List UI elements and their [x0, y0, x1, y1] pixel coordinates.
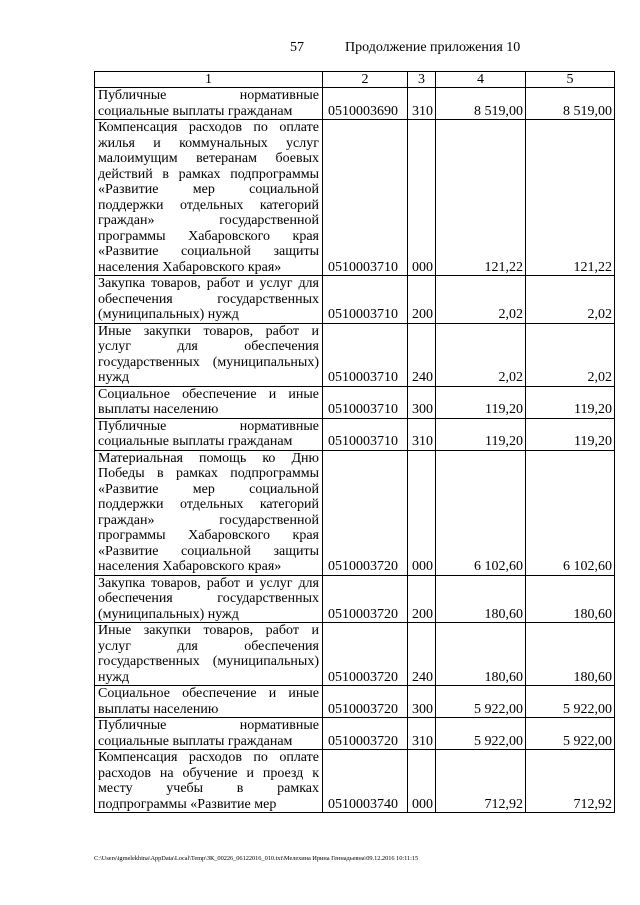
- target-code: 0510003720: [323, 718, 408, 750]
- amount-col4: 8 519,00: [436, 88, 526, 120]
- header-row: [95, 72, 615, 88]
- amount-col4: 119,20: [436, 418, 526, 450]
- budget-table: [94, 71, 615, 813]
- row-name: Компенсация расходов по оплате жилья и коммунальных услуг малоимущим ветеранам боевых действий в рамках подпрограммы «Развитие мер социальной поддержки отдельных категорий граждан» государственной программы Хабаровского края «Развитие социальной защиты населения Хабаровского края»: [95, 120, 323, 276]
- column-header: 4: [436, 72, 526, 88]
- row-name: Публичные нормативные социальные выплаты гражданам: [95, 88, 323, 120]
- appendix-title: Продолжение приложения 10: [345, 40, 521, 55]
- column-header: 3: [408, 72, 436, 88]
- amount-col5: 121,22: [526, 120, 615, 276]
- row-name: Иные закупки товаров, работ и услуг для обеспечения государственных (муниципальных) нужд: [95, 323, 323, 386]
- amount-col5: 6 102,60: [526, 450, 615, 575]
- table-row: [95, 276, 615, 324]
- table-row: [95, 418, 615, 450]
- table-row: [95, 323, 615, 386]
- amount-col5: 712,92: [526, 750, 615, 813]
- target-code: 0510003720: [323, 575, 408, 623]
- amount-col5: 5 922,00: [526, 686, 615, 718]
- amount-col5: 119,20: [526, 418, 615, 450]
- column-header: 5: [526, 72, 615, 88]
- expense-type: 000: [408, 750, 436, 813]
- expense-type: 240: [408, 323, 436, 386]
- amount-col4: 5 922,00: [436, 718, 526, 750]
- column-header: 1: [95, 72, 323, 88]
- expense-type: 000: [408, 120, 436, 276]
- target-code: 0510003710: [323, 276, 408, 324]
- amount-col4: 180,60: [436, 575, 526, 623]
- expense-type: 000: [408, 450, 436, 575]
- row-name: Иные закупки товаров, работ и услуг для обеспечения государственных (муниципальных) нужд: [95, 623, 323, 686]
- table-row: [95, 623, 615, 686]
- table-row: [95, 718, 615, 750]
- amount-col5: 8 519,00: [526, 88, 615, 120]
- expense-type: 310: [408, 88, 436, 120]
- amount-col4: 5 922,00: [436, 686, 526, 718]
- table-row: [95, 575, 615, 623]
- row-name: Закупка товаров, работ и услуг для обеспечения государственных (муниципальных) нужд: [95, 276, 323, 324]
- column-header: 2: [323, 72, 408, 88]
- row-name: Закупка товаров, работ и услуг для обеспечения государственных (муниципальных) нужд: [95, 575, 323, 623]
- row-name: Публичные нормативные социальные выплаты гражданам: [95, 718, 323, 750]
- amount-col5: 2,02: [526, 323, 615, 386]
- target-code: 0510003710: [323, 386, 408, 418]
- amount-col5: 119,20: [526, 386, 615, 418]
- expense-type: 300: [408, 686, 436, 718]
- target-code: 0510003710: [323, 323, 408, 386]
- row-name: Социальное обеспечение и иные выплаты населению: [95, 686, 323, 718]
- table-row: [95, 450, 615, 575]
- table-row: [95, 386, 615, 418]
- amount-col4: 2,02: [436, 276, 526, 324]
- amount-col5: 5 922,00: [526, 718, 615, 750]
- target-code: 0510003740: [323, 750, 408, 813]
- amount-col4: 2,02: [436, 323, 526, 386]
- amount-col4: 121,22: [436, 120, 526, 276]
- target-code: 0510003720: [323, 686, 408, 718]
- expense-type: 240: [408, 623, 436, 686]
- page-number: 57: [290, 40, 304, 55]
- table-row: [95, 120, 615, 276]
- target-code: 0510003710: [323, 120, 408, 276]
- target-code: 0510003720: [323, 623, 408, 686]
- table-row: [95, 686, 615, 718]
- expense-type: 300: [408, 386, 436, 418]
- target-code: 0510003710: [323, 418, 408, 450]
- target-code: 0510003720: [323, 450, 408, 575]
- amount-col4: 6 102,60: [436, 450, 526, 575]
- table-row: [95, 88, 615, 120]
- expense-type: 200: [408, 575, 436, 623]
- expense-type: 310: [408, 718, 436, 750]
- footer-file-path: C:\Users\igmelekhina\AppData\Local\Temp\ЗК_00226_06122016_010.txt\Мелехина Ирина Геннадьевна\09.12.2016 10:11:15: [94, 855, 419, 862]
- amount-col4: 180,60: [436, 623, 526, 686]
- amount-col4: 712,92: [436, 750, 526, 813]
- row-name: Социальное обеспечение и иные выплаты населению: [95, 386, 323, 418]
- row-name: Публичные нормативные социальные выплаты гражданам: [95, 418, 323, 450]
- expense-type: 200: [408, 276, 436, 324]
- expense-type: 310: [408, 418, 436, 450]
- amount-col4: 119,20: [436, 386, 526, 418]
- row-name: Компенсация расходов по оплате расходов на обучение и проезд к месту учебы в рамках подпрограммы «Развитие мер: [95, 750, 323, 813]
- amount-col5: 180,60: [526, 575, 615, 623]
- target-code: 0510003690: [323, 88, 408, 120]
- row-name: Материальная помощь ко Дню Победы в рамках подпрограммы «Развитие мер социальной поддержки отдельных категорий граждан» государственной программы Хабаровского края «Развитие социальной защиты населения Хабаровского края»: [95, 450, 323, 575]
- amount-col5: 180,60: [526, 623, 615, 686]
- amount-col5: 2,02: [526, 276, 615, 324]
- table-row: [95, 750, 615, 813]
